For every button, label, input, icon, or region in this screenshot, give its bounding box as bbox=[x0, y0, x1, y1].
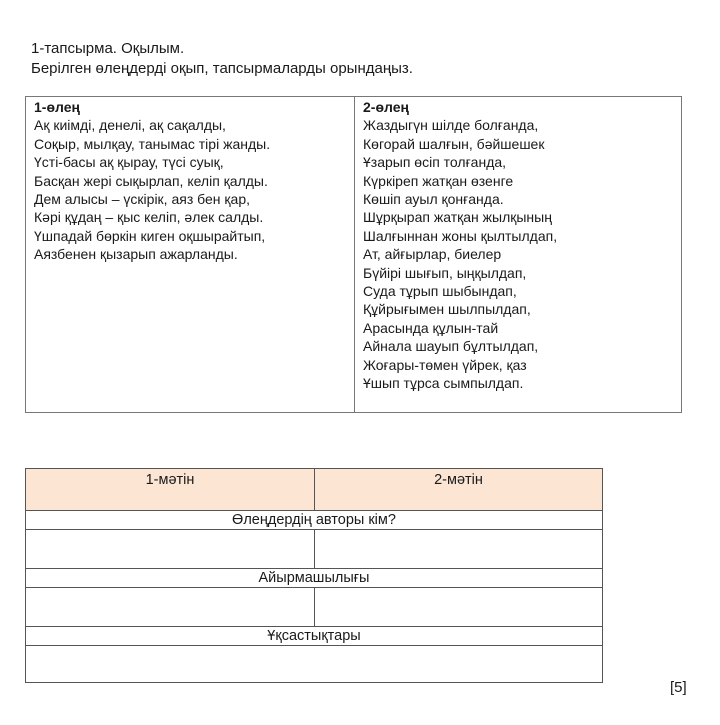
poem-2-line: Көгорай шалғын, бәйшешек bbox=[363, 135, 545, 152]
row-label-similarities: Ұқсастықтары bbox=[26, 627, 603, 646]
poem-1-line: Үшпадай бөркін киген оқшырайтып, bbox=[34, 227, 266, 244]
poem-2-line: Айнала шауып бұлтылдап, bbox=[363, 338, 539, 355]
poem-2-line: Шұрқырап жатқан жылқының bbox=[363, 209, 552, 226]
task-title: 1-тапсырма. Оқылым. bbox=[31, 40, 185, 57]
poem-1-title: 1-өлең bbox=[34, 99, 80, 115]
poem-1-line: Кәрі құдаң – қыс келіп, әлек салды. bbox=[34, 209, 264, 226]
poems-table bbox=[25, 96, 682, 413]
answer-table bbox=[25, 468, 603, 683]
poem-2-title: 2-өлең bbox=[363, 99, 409, 115]
poem-2-cell bbox=[355, 97, 682, 413]
poem-2-line: Шалғыннан жоны қылтылдап, bbox=[363, 227, 558, 244]
poem-2-line: Суда тұрып шыбындап, bbox=[363, 283, 517, 300]
poem-1-line: Ақ киімді, денелі, ақ сақалды, bbox=[34, 117, 226, 134]
poem-2-line: Арасында құлын-тай bbox=[363, 319, 499, 336]
poem-2-line: Жоғары-төмен үйрек, қаз bbox=[363, 356, 527, 373]
poem-2-line: Көшіп ауыл қонғанда. bbox=[363, 191, 504, 208]
answer-cell-similarities[interactable] bbox=[26, 646, 603, 683]
poem-1-line: Аязбенен қызарып ажарланды. bbox=[34, 246, 238, 263]
poem-1-cell bbox=[26, 97, 355, 413]
poem-2-line: Бүйірі шығып, ыңқылдап, bbox=[363, 264, 527, 281]
poem-2-line: Ұшып тұрса сымпылдап. bbox=[363, 375, 524, 392]
answer-cell-authors-1[interactable] bbox=[26, 530, 315, 569]
poem-1-line: Басқан жері сықырлап, келіп қалды. bbox=[34, 172, 268, 189]
task-instruction: Берілген өлеңдерді оқып, тапсырмаларды орындаңыз. bbox=[31, 60, 413, 77]
row-label-authors: Өлеңдердің авторы кім? bbox=[26, 511, 603, 530]
poem-1-line: Соқыр, мылқау, танымас тірі жанды. bbox=[34, 135, 271, 152]
answer-cell-differences-1[interactable] bbox=[26, 588, 315, 627]
answer-cell-authors-2[interactable] bbox=[315, 530, 603, 569]
poem-1-line: Дем алысы – үскірік, аяз бен қар, bbox=[34, 191, 250, 208]
poem-2-line: Күркіреп жатқан өзенге bbox=[363, 172, 514, 189]
poem-1-line: Үсті-басы ақ қырау, түсі суық, bbox=[34, 154, 224, 171]
answer-cell-differences-2[interactable] bbox=[315, 588, 603, 627]
poem-2-line: Ұзарып өсіп толғанда, bbox=[363, 154, 507, 171]
task-heading bbox=[31, 39, 413, 79]
header-text-1: 1-мәтін bbox=[26, 469, 315, 511]
poem-2-line: Құйрығымен шылпылдап, bbox=[363, 301, 531, 318]
poem-2-line: Жаздыгүн шілде болғанда, bbox=[363, 117, 539, 134]
poem-2-line: Ат, айғырлар, биелер bbox=[363, 246, 502, 263]
header-text-2: 2-мәтін bbox=[315, 469, 603, 511]
row-label-differences: Айырмашылығы bbox=[26, 569, 603, 588]
score-label: [5] bbox=[670, 679, 687, 696]
